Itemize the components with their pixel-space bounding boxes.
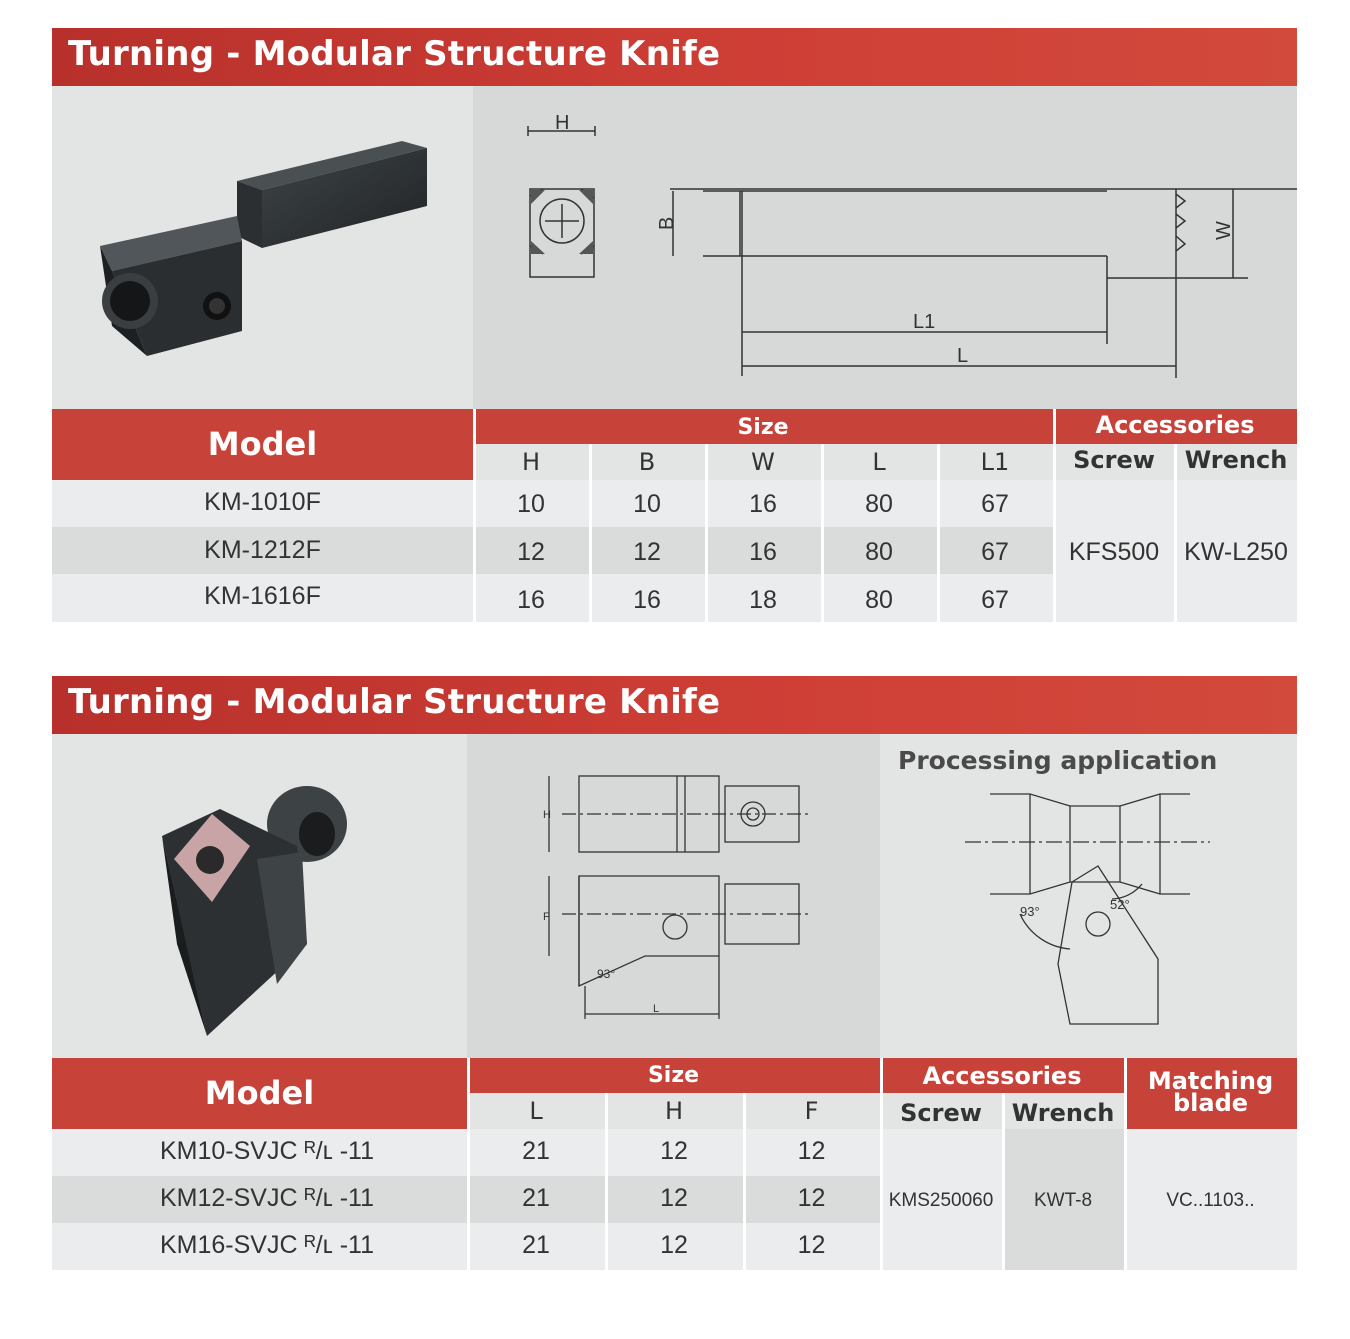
- processing-application-diagram: [880, 734, 1297, 1058]
- screw-value: KFS500: [1068, 538, 1160, 566]
- model-cell: KM-1212F: [204, 536, 321, 564]
- value-cell: 80: [865, 490, 893, 518]
- col-screw: Screw: [1053, 444, 1175, 480]
- section-2: [52, 676, 1297, 1270]
- model-cell: KM-1010F: [204, 488, 321, 516]
- col-wrench: Wrench: [1175, 444, 1297, 480]
- svjc-diagram-panel: [467, 734, 880, 1058]
- col-h: H: [473, 444, 589, 480]
- label-b: B: [656, 216, 678, 230]
- label-h: H: [555, 112, 570, 134]
- value-cell: 12: [660, 1184, 688, 1212]
- size-header-2: [467, 1058, 880, 1093]
- col-l: L: [821, 444, 937, 480]
- column-divider: [743, 1093, 746, 1270]
- section-2-title-bar: [52, 676, 1297, 734]
- model-cell: KM10-SVJC ᴿ/ʟ -11: [159, 1137, 375, 1165]
- svjc-dimension-diagram: [467, 734, 880, 1058]
- size-header-label: Size: [737, 415, 789, 440]
- label-l1: L1: [913, 311, 936, 333]
- value-cell: 80: [865, 586, 893, 614]
- value-cell: 12: [517, 538, 545, 566]
- value-cell: 12: [660, 1137, 688, 1165]
- screw-value-2: KMS250060: [888, 1190, 994, 1211]
- accessories-header-label: Accessories: [1095, 411, 1255, 439]
- column-divider: [821, 444, 824, 622]
- label-93-left: 93°: [597, 967, 616, 981]
- matching-blade-header: [1124, 1058, 1297, 1129]
- label-l: L: [957, 345, 969, 367]
- value-cell: 16: [749, 490, 777, 518]
- value-cell: 12: [633, 538, 661, 566]
- value-cell: 21: [522, 1231, 550, 1259]
- column-divider: [1174, 444, 1177, 622]
- model-cell: KM-1616F: [204, 582, 321, 610]
- value-cell: 80: [865, 538, 893, 566]
- size-header: [473, 409, 1053, 444]
- value-cell: 67: [981, 490, 1009, 518]
- value-cell: 10: [633, 490, 661, 518]
- label-52: 52°: [1110, 897, 1130, 912]
- column-divider: [937, 444, 940, 622]
- section-1-title: Turning - Modular Structure Knife: [68, 34, 721, 74]
- column-divider: [705, 444, 708, 622]
- model-header-2: [52, 1058, 467, 1129]
- section-2-title: Turning - Modular Structure Knife: [68, 682, 721, 722]
- svjc-head-photo: [52, 734, 467, 1058]
- value-cell: 10: [517, 490, 545, 518]
- section-1-title-bar: [52, 28, 1297, 86]
- value-cell: 21: [522, 1137, 550, 1165]
- column-divider: [1124, 1058, 1127, 1270]
- model-header: [52, 409, 473, 480]
- matching-blade-label-1: Matching: [1147, 1067, 1274, 1095]
- value-cell: 12: [660, 1231, 688, 1259]
- wrench-value: KW-L250: [1184, 538, 1288, 566]
- column-divider: [473, 409, 476, 622]
- label-w: W: [1213, 221, 1235, 240]
- matching-blade-label-2: blade: [1172, 1089, 1249, 1117]
- tool-head-photo-panel: [52, 734, 467, 1058]
- column-divider: [880, 1058, 883, 1270]
- value-cell: 16: [517, 586, 545, 614]
- value-cell: 12: [797, 1184, 826, 1212]
- value-cell: 12: [797, 1231, 826, 1259]
- value-cell: 21: [522, 1184, 550, 1212]
- dimension-diagram: [473, 86, 1297, 409]
- blade-value: VC..1103..: [1166, 1190, 1255, 1211]
- value-cell: 67: [981, 586, 1009, 614]
- dimension-diagram-panel: [473, 86, 1297, 409]
- col-wrench-2: Wrench: [1002, 1093, 1124, 1129]
- column-divider: [1002, 1093, 1005, 1270]
- accessories-header-2-label: Accessories: [922, 1062, 1082, 1090]
- column-divider: [605, 1093, 608, 1270]
- label-f: F: [543, 911, 550, 923]
- value-cell: 16: [633, 586, 661, 614]
- value-cell: 67: [981, 538, 1009, 566]
- col-l-2: L: [467, 1093, 605, 1129]
- col-h-2: H: [605, 1093, 743, 1129]
- col-w: W: [705, 444, 821, 480]
- section-1: [52, 28, 1297, 622]
- column-divider: [467, 1058, 470, 1270]
- label-l2: L: [653, 1003, 660, 1015]
- value-cell: 16: [749, 538, 777, 566]
- accessories-header-2: [880, 1058, 1124, 1093]
- column-divider: [589, 444, 592, 622]
- label-h2: H: [543, 809, 551, 821]
- label-93-right: 93°: [1020, 904, 1040, 919]
- model-header-label: Model: [207, 425, 318, 463]
- column-divider: [1053, 409, 1056, 622]
- value-cell: 12: [797, 1137, 826, 1165]
- tool-photo-panel: [52, 86, 473, 409]
- model-cell: KM16-SVJC ᴿ/ʟ -11: [159, 1231, 375, 1259]
- size-header-2-label: Size: [647, 1063, 700, 1088]
- wrench-value-2: KWT-8: [1033, 1190, 1093, 1211]
- processing-application-title: Processing application: [898, 746, 1218, 775]
- col-screw-2: Screw: [880, 1093, 1002, 1129]
- modular-holder-photo: [52, 86, 473, 409]
- processing-application-panel: [880, 734, 1297, 1058]
- col-f-2: F: [743, 1093, 880, 1129]
- model-header-2-label: Model: [204, 1074, 315, 1112]
- value-cell: 18: [749, 586, 777, 614]
- col-l1: L1: [937, 444, 1053, 480]
- col-b: B: [589, 444, 705, 480]
- accessories-header: [1053, 409, 1297, 444]
- model-cell: KM12-SVJC ᴿ/ʟ -11: [159, 1184, 375, 1212]
